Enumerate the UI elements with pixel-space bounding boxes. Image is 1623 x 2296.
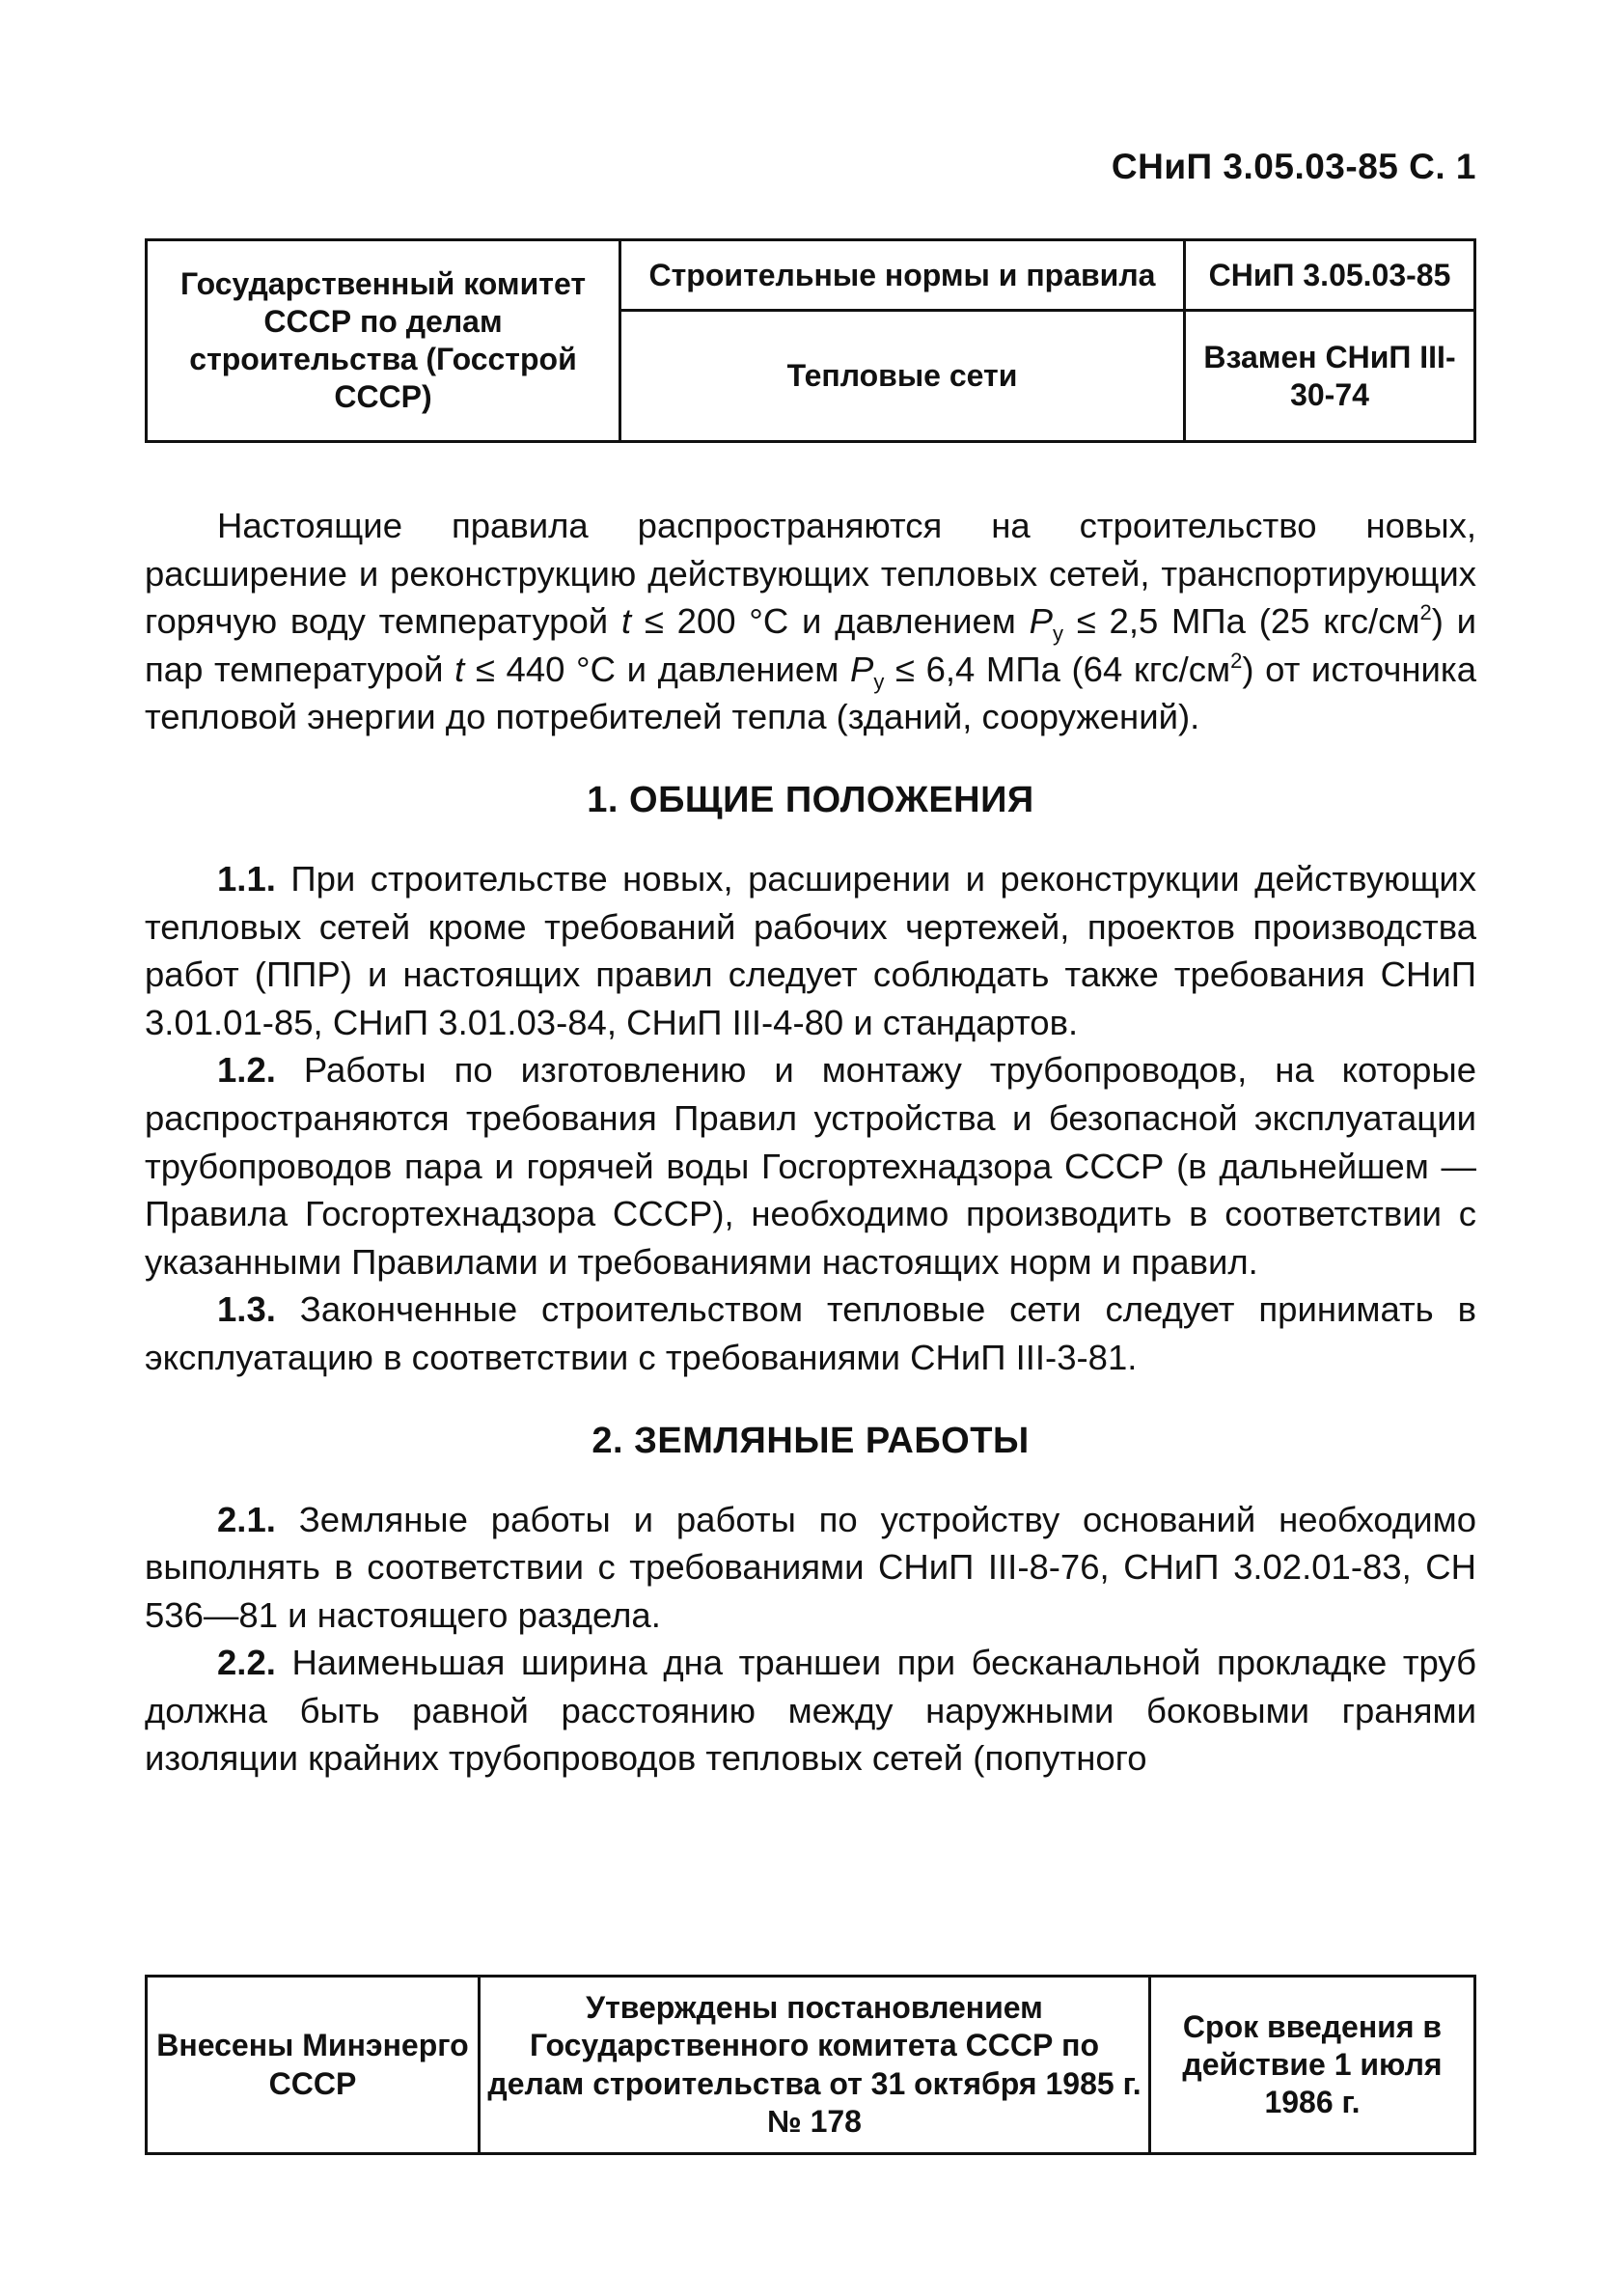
introduced-by-cell: Внесены Минэнерго СССР xyxy=(147,1977,480,2154)
document-body xyxy=(145,502,1476,1783)
replaces-cell: Взамен СНиП III-30-74 xyxy=(1185,311,1475,442)
section-1-heading: 1. ОБЩИЕ ПОЛОЖЕНИЯ xyxy=(587,779,1034,820)
approved-by-cell: Утверждены постановлением Государственного комитета СССР по делам строительства от 31 октября 1985 г. № 178 xyxy=(480,1977,1150,2154)
doc-type-cell: Строительные нормы и правила xyxy=(620,240,1185,311)
clause-2-1: 2.1. Земляные работы и работы по устройству оснований необходимо выполнять в соответствии с требованиями СНиП III-8-76, СНиП 3.02.01-83, СН 536—81 и настоящего раздела. xyxy=(145,1499,1476,1635)
issuer-cell: Государственный комитет СССР по делам строительства (Госстрой СССР) xyxy=(147,240,620,442)
footer-table xyxy=(145,1975,1476,2155)
page-reference: СНиП 3.05.03-85 С. 1 xyxy=(1111,147,1476,186)
effective-date-cell: Срок введения в действие 1 июля 1986 г. xyxy=(1150,1977,1475,2154)
intro-paragraph: Настоящие правила распространяются на строительство новых, расширение и реконструкцию действующих тепловых сетей, транспортирующих горячую воду температурой t ≤ 200 °С и давлением $P_у \le 2,5$ МПа (25 кгс/$см^2$) и пар температурой t ≤ 440 °С и давлением $P_у \le 6,4$ МПа (64 кгс/$см^2$) от источника тепловой энергии до потребителей тепла (зданий, сооружений). xyxy=(145,506,1477,737)
doc-title-cell: Тепловые сети xyxy=(620,311,1185,442)
clause-1-2: 1.2. Работы по изготовлению и монтажу трубопроводов, на которые распространяются требования Правил устройства и безопасной эксплуатации трубопроводов пара и горячей воды Госгортехнадзора СССР (в дальнейшем — Правила Госгортехнадзора СССР), необходимо производить в соответствии с указанными Правилами и требованиями настоящих норм и правил. xyxy=(145,1050,1476,1282)
section-2-heading: 2. ЗЕМЛЯНЫЕ РАБОТЫ xyxy=(591,1420,1030,1461)
header-table xyxy=(145,238,1476,443)
clause-1-3: 1.3. Законченные строительством тепловые сети следует принимать в эксплуатацию в соответствии с требованиями СНиП III-3-81. xyxy=(145,1289,1476,1377)
clause-2-2: 2.2. Наименьшая ширина дна траншеи при бесканальной прокладке труб должна быть равной расстоянию между наружными боковыми гранями изоляции крайних трубопроводов тепловых сетей (попутного xyxy=(145,1643,1476,1779)
doc-code-cell: СНиП 3.05.03-85 xyxy=(1185,240,1475,311)
clause-1-1: 1.1. При строительстве новых, расширении и реконструкции действующих тепловых сетей кроме требований рабочих чертежей, проектов производства работ (ППР) и настоящих правил следует соблюдать также требования СНиП 3.01.01-85, СНиП 3.01.03-84, СНиП III-4-80 и стандартов. xyxy=(145,858,1476,1042)
